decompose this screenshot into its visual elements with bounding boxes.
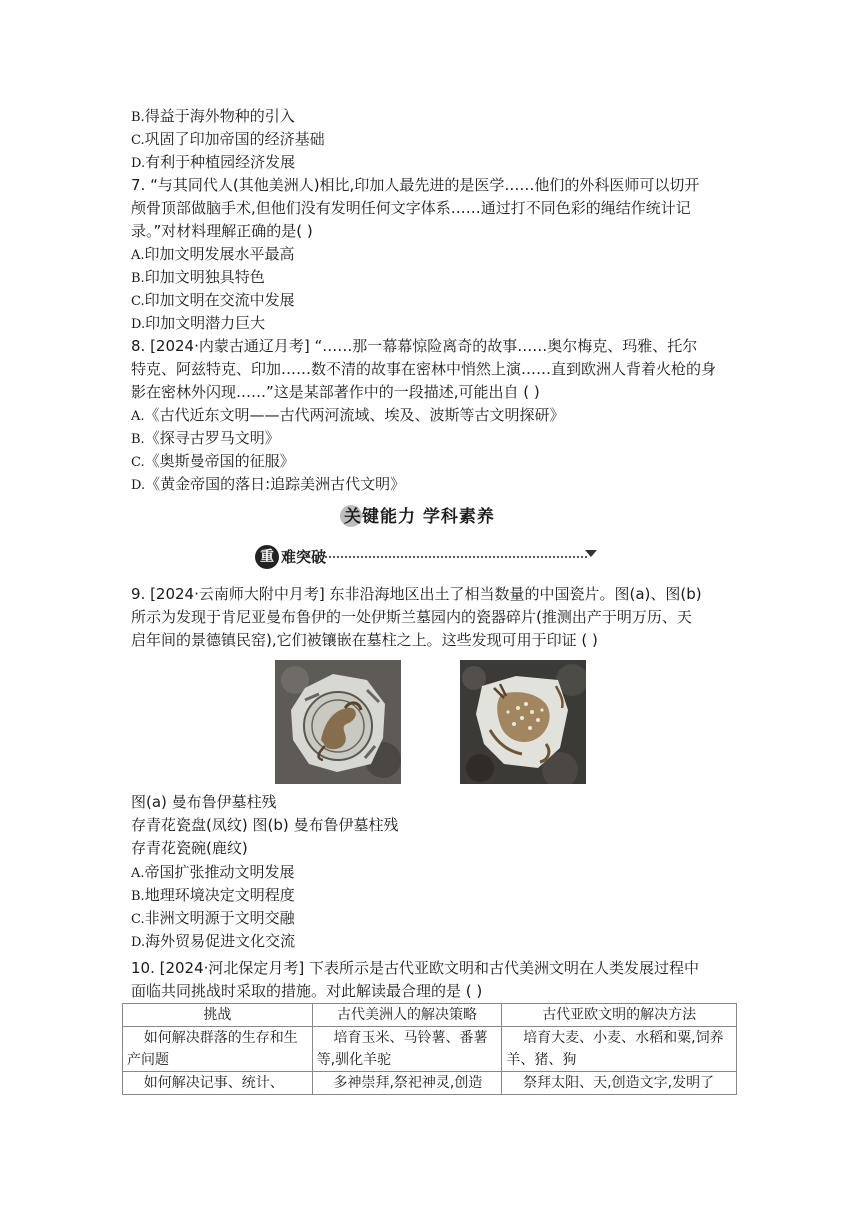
option-letter: D. <box>131 935 146 950</box>
q9-option-b <box>131 884 741 908</box>
q6-option-c <box>131 128 741 152</box>
phoenix-plate-image <box>275 660 401 784</box>
table-row <box>123 1072 737 1095</box>
option-letter: C. <box>131 455 145 470</box>
table-cell: 如何解决记事、统计、 <box>123 1072 313 1095</box>
table-cell: 多神崇拜,祭祀神灵,创造 <box>312 1072 502 1095</box>
option-letter: A. <box>131 866 145 881</box>
table-cell: 培育大麦、小麦、水稻和粟,饲养羊、猪、狗 <box>502 1027 737 1072</box>
subsection-title: 难突破 <box>281 548 327 566</box>
subsection-badge: 重 <box>255 545 279 569</box>
option-text: 《探寻古罗马文明》 <box>144 429 280 447</box>
option-letter: A. <box>131 409 145 424</box>
q9-option-d <box>131 930 741 954</box>
option-letter: C. <box>131 294 145 309</box>
option-letter: A. <box>131 248 145 263</box>
option-text: 帝国扩张推动文明发展 <box>144 863 295 881</box>
q8-option-c <box>131 450 741 474</box>
q10-stem-line-2: 面临共同挑战时采取的措施。对此解读最合理的是 ( ) <box>131 982 483 1000</box>
arrow-down-icon <box>585 550 597 557</box>
q9-stem-line-3: 启年间的景德镇民窑),它们被镶嵌在墓柱之上。这些发现可用于印证 ( ) <box>131 631 598 649</box>
table-header-cell: 古代美洲人的解决策略 <box>312 1004 502 1027</box>
q9-stem-line-1: 9. [2024·云南师大附中月考] 东非沿海地区出土了相当数量的中国瓷片。图(a)、图(b) <box>131 585 702 603</box>
figure-a-phoenix-plate-shard <box>275 660 401 784</box>
option-text: 巩固了印加帝国的经济基础 <box>144 130 325 148</box>
option-letter: D. <box>131 478 146 493</box>
dotted-rule <box>325 556 587 558</box>
option-text: 印加文明发展水平最高 <box>144 245 295 263</box>
q9-option-c <box>131 907 741 931</box>
q8-stem-line-1: 8. [2024·内蒙古通辽月考] “……那一幕幕惊险离奇的故事……奥尔梅克、玛雅、托尔 <box>131 337 698 355</box>
q6-option-d <box>131 151 741 175</box>
option-letter: D. <box>131 156 146 171</box>
q7-option-b <box>131 266 741 290</box>
q8-option-d <box>131 473 741 497</box>
option-letter: B. <box>131 110 145 125</box>
q10-stem-line-1: 10. [2024·河北保定月考] 下表所示是古代亚欧文明和古代美洲文明在人类发展过程中 <box>131 959 700 977</box>
figure-caption-line-1: 图(a) 曼布鲁伊墓柱残 <box>131 793 277 811</box>
section-title: 关键能力 学科素养 <box>344 507 495 527</box>
option-text: 海外贸易促进文化交流 <box>145 932 296 950</box>
q8-option-b <box>131 427 741 451</box>
q9-option-a <box>131 861 741 885</box>
q7-option-d <box>131 312 741 336</box>
option-text: 得益于海外物种的引入 <box>144 107 295 125</box>
q8-stem-line-2: 特克、阿兹特克、印加……数不清的故事在密林中悄然上演……直到欧洲人背着火枪的身 <box>131 360 717 378</box>
section-banner <box>340 503 530 531</box>
table-header-cell: 古代亚欧文明的解决方法 <box>502 1004 737 1027</box>
table-cell: 祭拜太阳、天,创造文字,发明了 <box>502 1072 737 1095</box>
q7-stem-line-3: 录。”对材料理解正确的是( ) <box>131 222 313 240</box>
deer-bowl-image <box>460 660 586 784</box>
table-header-cell: 挑战 <box>123 1004 313 1027</box>
figure-caption-line-3: 存青花瓷碗(鹿纹) <box>131 839 248 857</box>
q7-stem-line-1: 7. “与其同代人(其他美洲人)相比,印加人最先进的是医学……他们的外科医师可以切开 <box>131 176 700 194</box>
table-header-row <box>123 1004 737 1027</box>
option-text: 《奥斯曼帝国的征服》 <box>144 452 295 470</box>
q8-stem-line-3: 影在密林外闪现……”这是某部著作中的一段描述,可能出自 ( ) <box>131 383 540 401</box>
option-text: 印加文明在交流中发展 <box>144 291 295 309</box>
option-text: 非洲文明源于文明交融 <box>144 909 295 927</box>
q7-stem-line-2: 颅骨顶部做脑手术,但他们没有发明任何文字体系……通过打不同色彩的绳结作统计记 <box>131 199 691 217</box>
table-row <box>123 1027 737 1072</box>
q10-table <box>122 1003 737 1095</box>
option-letter: B. <box>131 271 145 286</box>
table-cell: 培育玉米、马铃薯、番薯等,驯化羊驼 <box>312 1027 502 1072</box>
option-text: 印加文明独具特色 <box>144 268 265 286</box>
option-letter: B. <box>131 889 145 904</box>
option-letter: D. <box>131 317 146 332</box>
option-text: 地理环境决定文明程度 <box>144 886 295 904</box>
option-text: 有利于种植园经济发展 <box>145 153 296 171</box>
option-letter: C. <box>131 912 145 927</box>
figure-b-deer-bowl-shard <box>460 660 586 784</box>
q8-option-a <box>131 404 741 428</box>
option-letter: C. <box>131 133 145 148</box>
table-cell: 如何解决群落的生存和生产问题 <box>123 1027 313 1072</box>
option-text: 《古代近东文明——古代两河流域、埃及、波斯等古文明探研》 <box>144 406 565 424</box>
option-text: 印加文明潜力巨大 <box>145 314 266 332</box>
q9-stem-line-2: 所示为发现于肯尼亚曼布鲁伊的一处伊斯兰墓园内的瓷器碎片(推测出产于明万历、天 <box>131 608 692 626</box>
option-letter: B. <box>131 432 145 447</box>
subsection-heading <box>255 545 605 569</box>
q7-option-c <box>131 289 741 313</box>
q7-option-a <box>131 243 741 267</box>
figure-caption-line-2: 存青花瓷盘(凤纹) 图(b) 曼布鲁伊墓柱残 <box>131 816 399 834</box>
option-text: 《黄金帝国的落日:追踪美洲古代文明》 <box>145 475 406 493</box>
q6-option-b <box>131 105 741 129</box>
